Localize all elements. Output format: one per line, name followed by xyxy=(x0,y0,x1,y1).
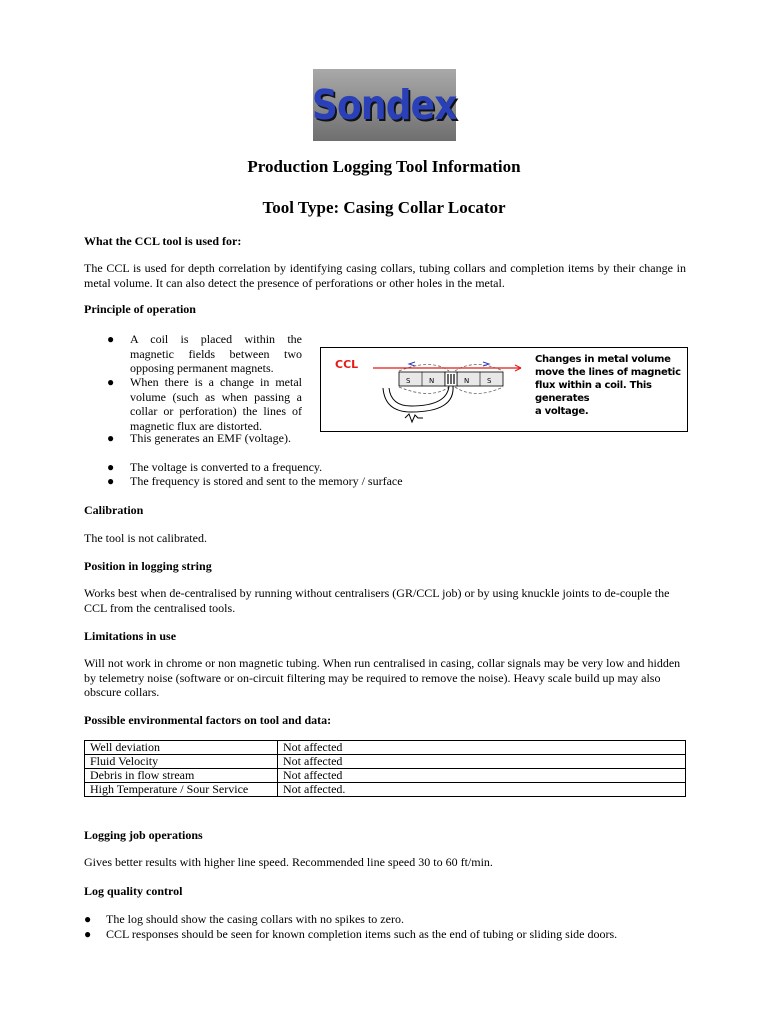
effect-cell: Not affected xyxy=(278,755,686,769)
principle-bullet-2 xyxy=(107,375,302,433)
caption-line: a voltage. xyxy=(535,406,589,417)
magnet-right-n: N xyxy=(464,377,470,385)
used-for-heading: What the CCL tool is used for: xyxy=(84,234,242,248)
principle-bullet-5 xyxy=(107,474,686,489)
bullet-dot: ● xyxy=(107,474,115,488)
table-row xyxy=(85,755,686,769)
table-row xyxy=(85,783,686,797)
sondex-logo xyxy=(313,69,456,141)
environment-heading: Possible environmental factors on tool and data: xyxy=(84,713,332,727)
bullet-text: The voltage is converted to a frequency. xyxy=(130,460,323,474)
factor-cell: Well deviation xyxy=(85,741,278,755)
calibration-heading: Calibration xyxy=(84,503,144,517)
effect-cell: Not affected. xyxy=(278,783,686,797)
used-for-body: The CCL is used for depth correlation by identifying casing collars, tubing collars and completion items by their change in metal volume. It can also detect the presence of perforations or other holes in the metal. xyxy=(84,261,686,290)
table-row xyxy=(85,769,686,783)
magnet-left-n: N xyxy=(429,377,435,385)
bullet-dot: ● xyxy=(107,460,115,474)
diagram-caption xyxy=(535,353,685,418)
calibration-body: The tool is not calibrated. xyxy=(84,531,207,545)
ccl-diagram xyxy=(320,347,688,432)
effect-cell: Not affected xyxy=(278,741,686,755)
bullet-text: When there is a change in metal volume (such as when passing a collar or perforation) the lines of magnetic flux are distorted. xyxy=(130,375,302,433)
principle-bullet-4 xyxy=(107,460,686,475)
factor-cell: Fluid Velocity xyxy=(85,755,278,769)
position-heading: Position in logging string xyxy=(84,559,212,573)
limitations-body: Will not work in chrome or non magnetic tubing. When run centralised in casing, collar signals may be very low and hidden by telemetry noise (software or on-circuit filtering may be required to remove the noise). Heavy scale build up may also obscure collars. xyxy=(84,656,681,699)
bullet-text: CCL responses should be seen for known completion items such as the end of tubing or sliding side doors. xyxy=(106,927,618,941)
factor-cell: High Temperature / Sour Service xyxy=(85,783,278,797)
diagram-label: CCL xyxy=(335,358,359,371)
magnet-left-s: S xyxy=(406,377,411,385)
quality-heading: Log quality control xyxy=(84,884,183,898)
effect-cell: Not affected xyxy=(278,769,686,783)
caption-line: generates xyxy=(535,393,590,404)
quality-bullet-1 xyxy=(84,912,686,927)
logging-ops-body: Gives better results with higher line speed. Recommended line speed 30 to 60 ft/min. xyxy=(84,855,493,869)
principle-heading: Principle of operation xyxy=(84,302,196,316)
principle-bullet-1 xyxy=(107,332,302,376)
ccl-schematic xyxy=(371,354,536,426)
table-row xyxy=(85,741,686,755)
limitations-heading: Limitations in use xyxy=(84,629,177,643)
magnet-right-s: S xyxy=(487,377,492,385)
environment-table xyxy=(84,740,686,797)
bullet-text: A coil is placed within the magnetic fields between two opposing permanent magnets. xyxy=(130,332,302,375)
bullet-dot: ● xyxy=(107,431,115,445)
caption-line: move the lines of magnetic xyxy=(535,367,681,378)
bullet-text: The frequency is stored and sent to the memory / surface xyxy=(130,474,403,488)
bullet-text: The log should show the casing collars with no spikes to zero. xyxy=(106,912,404,926)
bullet-dot: ● xyxy=(107,375,115,389)
bullet-text: This generates an EMF (voltage). xyxy=(130,431,291,445)
logo-text: Sondex xyxy=(312,81,457,129)
logging-ops-heading: Logging job operations xyxy=(84,828,203,842)
tool-type-heading: Tool Type: Casing Collar Locator xyxy=(262,198,506,217)
position-body: Works best when de-centralised by running without centralisers (GR/CCL job) or by using knuckle joints to de-couple the CCL from the centralised tools. xyxy=(84,586,670,615)
quality-bullet-2 xyxy=(84,927,686,942)
bullet-dot: ● xyxy=(107,332,115,346)
bullet-dot: ● xyxy=(84,912,92,926)
caption-line: Changes in metal volume xyxy=(535,354,671,365)
document-title: Production Logging Tool Information xyxy=(247,157,521,176)
caption-line: flux within a coil. This xyxy=(535,380,652,391)
bullet-dot: ● xyxy=(84,927,92,941)
factor-cell: Debris in flow stream xyxy=(85,769,278,783)
principle-bullet-3 xyxy=(107,431,302,446)
